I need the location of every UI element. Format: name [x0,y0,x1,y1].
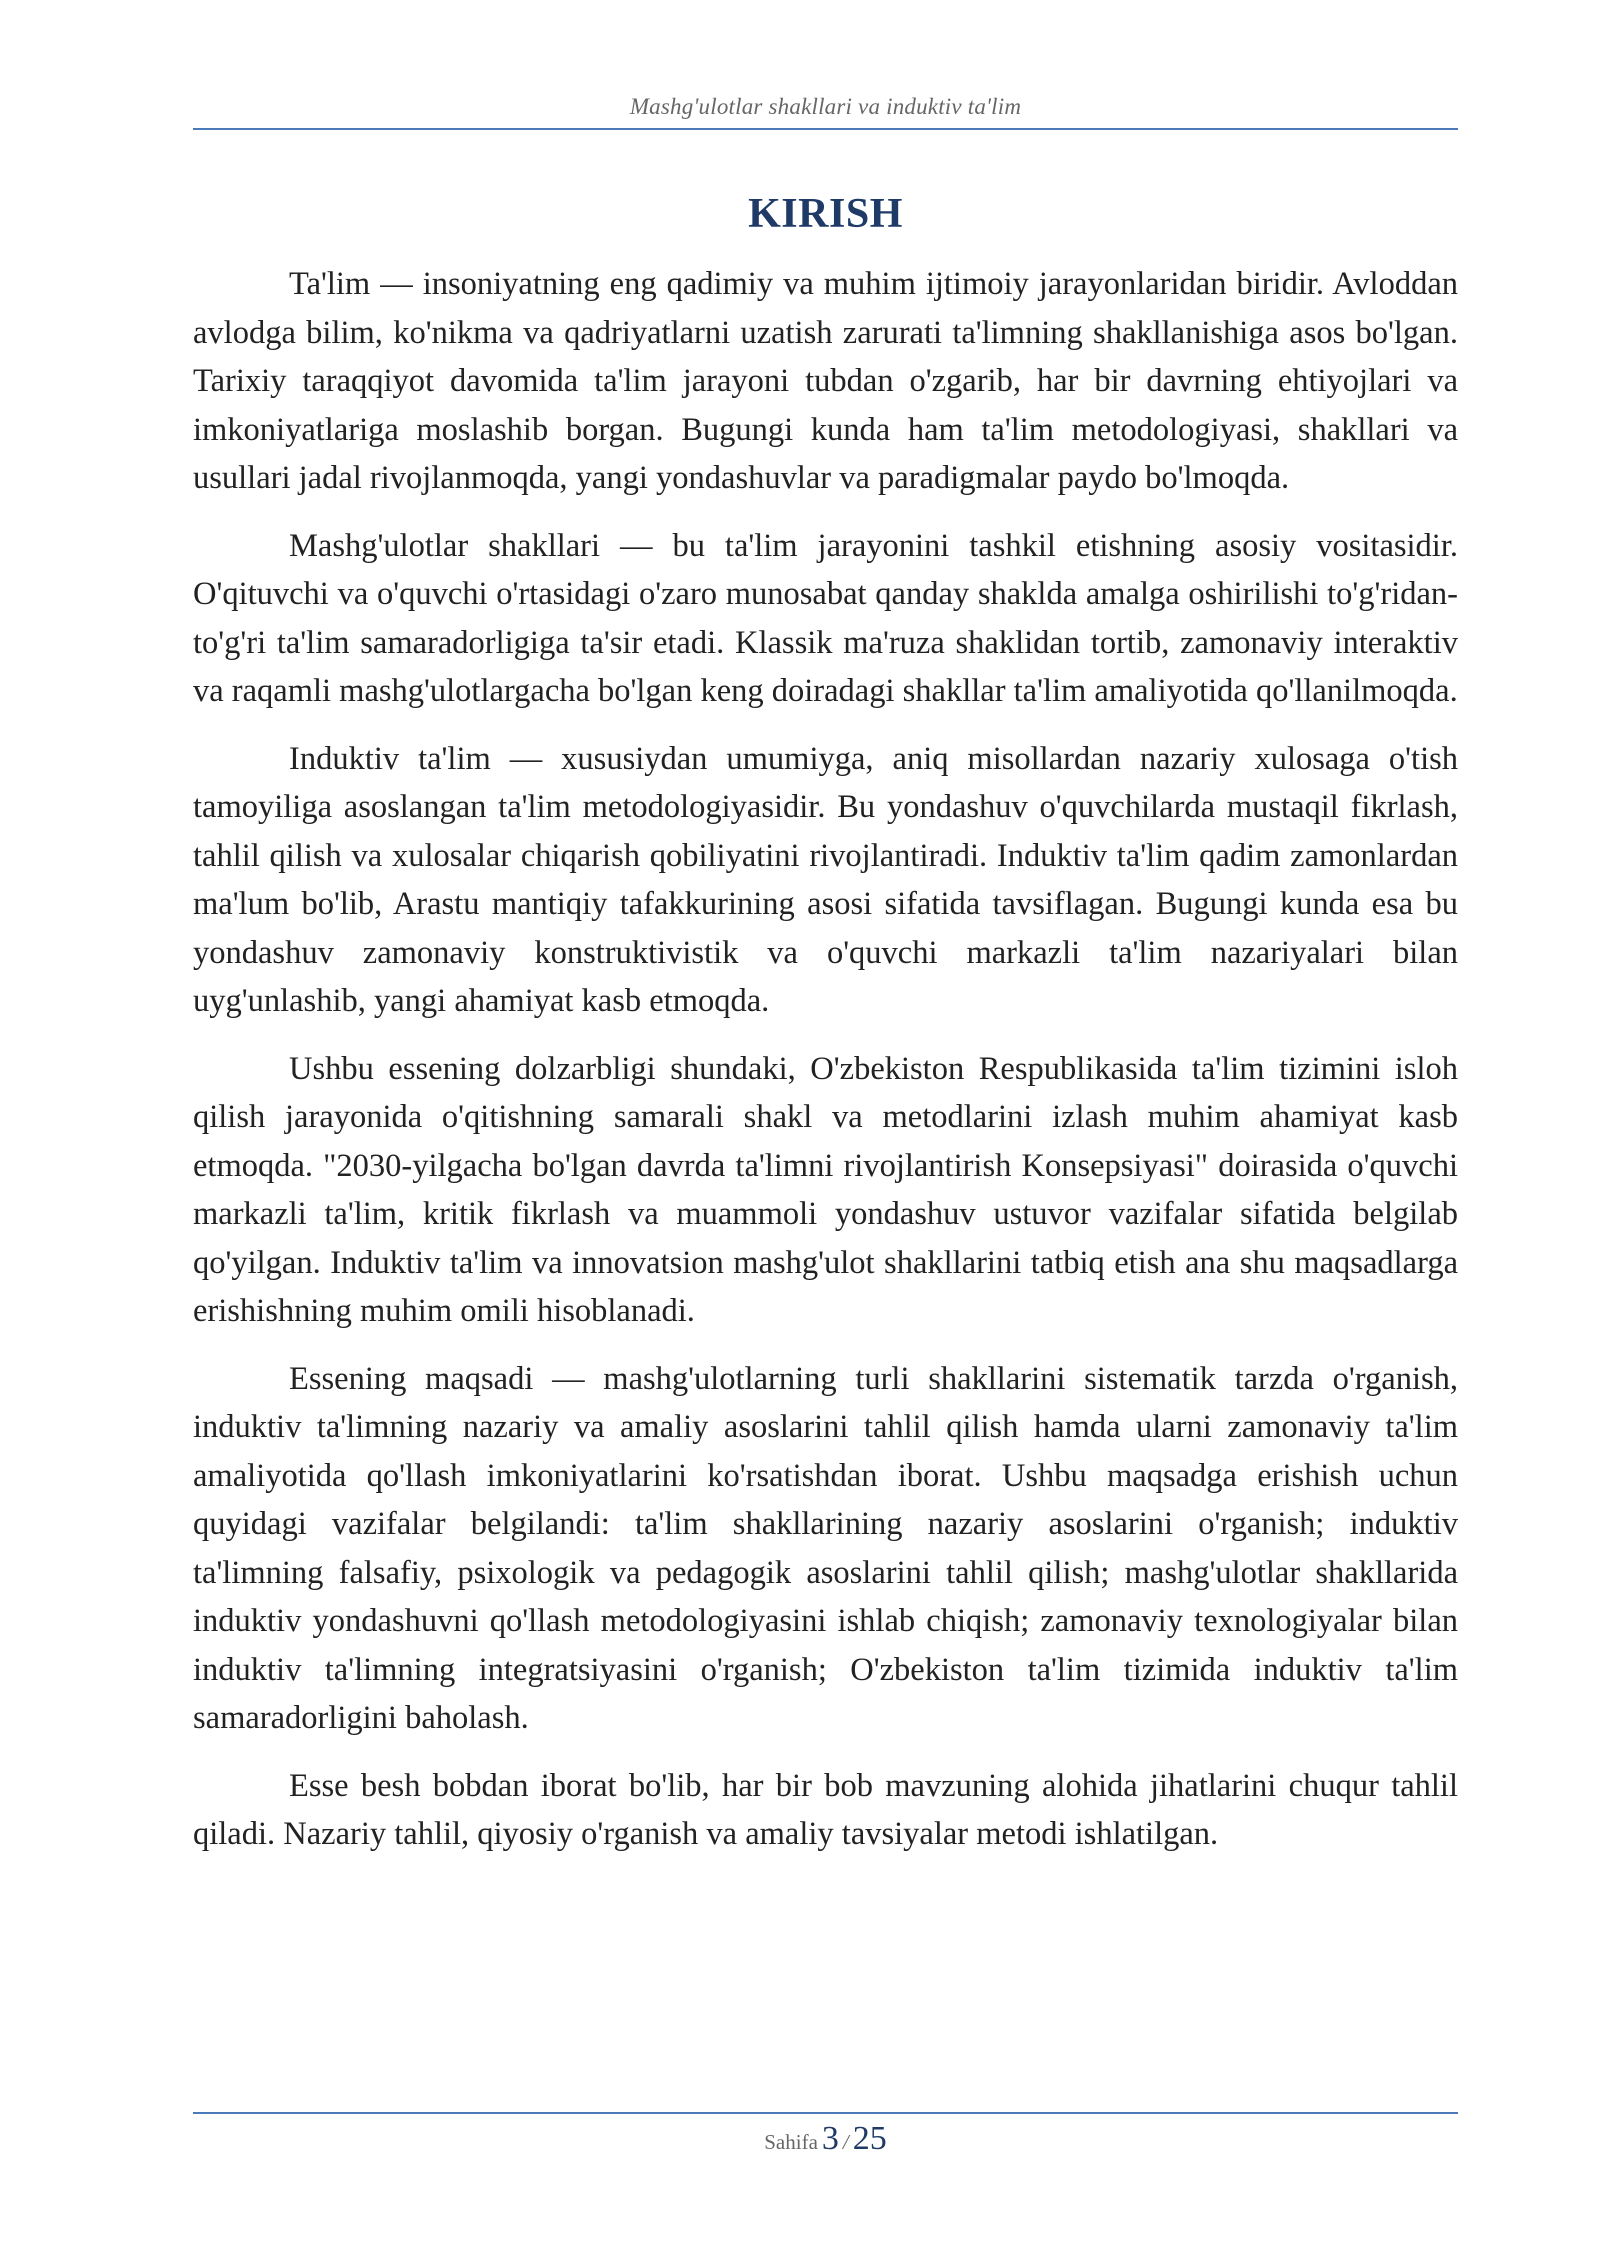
paragraph-aim: Essening maqsadi — mashg'ulotlarning turli shakllarini sistematik tarzda o'rganish, induktiv ta'limning nazariy va amaliy asoslarini tahlil qilish hamda ularni zamonaviy ta'lim amaliyotida qo'llash imkoniyatlarini ko'rsatishdan iborat. Ushbu maqsadga erishish uchun quyidagi vazifalar belgilandi: ta'lim shakllarining nazariy asoslarini o'rganish; induktiv ta'limning falsafiy, psixologik va pedagogik asoslarini tahlil qilish; mashg'ulotlar shakllarida induktiv yondashuvni qo'llash metodologiyasini ishlab chiqish; zamonaviy texnologiyalar bilan induktiv ta'limning integratsiyasini o'rganish; O'zbekiston ta'lim tizimida induktiv ta'lim samaradorligini baholash. [193,1360,1458,1736]
page-footer [193,2120,1458,2158]
section-title: KIRISH [748,191,903,237]
running-header: Mashg'ulotlar shakllari va induktiv ta'lim [629,94,1022,119]
page-separator: / [842,2130,849,2154]
total-pages-number: 25 [852,2120,887,2157]
paragraph-intro: Ta'lim — insoniyatning eng qadimiy va muhim ijtimoiy jarayonlaridan biridir. Avloddan avlodga bilim, ko'nikma va qadriyatlarni uzatish zarurati ta'limning shakllanishiga asos bo'lgan. Tarixiy taraqqiyot davomida ta'lim jarayoni tubdan o'zgarib, har bir davrning ehtiyojlari va imkoniyatlariga moslashib borgan. Bugungi kunda ham ta'lim metodologiyasi, shakllari va usullari jadal rivojlanmoqda, yangi yondashuvlar va paradigmalar paydo bo'lmoqda. [193,266,1458,496]
page-label: Sahifa [764,2130,818,2154]
paragraph-inductive: Induktiv ta'lim — xususiydan umumiyga, aniq misollardan nazariy xulosaga o'tish tamoyiliga asoslangan ta'lim metodologiyasidir. Bu yondashuv o'quvchilarda mustaqil fikrlash, tahlil qilish va xulosalar chiqarish qobiliyatini rivojlantiradi. Induktiv ta'lim qadim zamonlardan ma'lum bo'lib, Arastu mantiqiy tafakkurining asosi sifatida tavsiflagan. Bugungi kunda esa bu yondashuv zamonaviy konstruktivistik va o'quvchi markazli ta'lim nazariyalari bilan uyg'unlashib, yangi ahamiyat kasb etmoqda. [193,740,1458,1019]
paragraph-forms: Mashg'ulotlar shakllari — bu ta'lim jarayonini tashkil etishning asosiy vositasidir. O'qituvchi va o'quvchi o'rtasidagi o'zaro munosabat qanday shaklda amalga oshirilishi to'g'ridan-to'g'ri ta'lim samaradorligiga ta'sir etadi. Klassik ma'ruza shaklidan tortib, zamonaviy interaktiv va raqamli mashg'ulotlargacha bo'lgan keng doiradagi shakllar ta'lim amaliyotida qo'llanilmoqda. [193,527,1458,709]
main-content [193,190,1458,1878]
header-divider [193,128,1458,130]
current-page-number: 3 [821,2120,839,2157]
footer-divider [193,2112,1458,2114]
paragraph-structure: Esse besh bobdan iborat bo'lib, har bir bob mavzuning alohida jihatlarini chuqur tahlil qiladi. Nazariy tahlil, qiyosiy o'rganish va amaliy tavsiyalar metodi ishlatilgan. [193,1767,1458,1852]
paragraph-relevance: Ushbu essening dolzarbligi shundaki, O'zbekiston Respublikasida ta'lim tizimini isloh qilish jarayonida o'qitishning samarali shakl va metodlarini izlash muhim ahamiyat kasb etmoqda. "2030-yilgacha bo'lgan davrda ta'limni rivojlantirish Konsepsiyasi" doirasida o'quvchi markazli ta'lim, kritik fikrlash va muammoli yondashuv ustuvor vazifalar sifatida belgilab qo'yilgan. Induktiv ta'lim va innovatsion mashg'ulot shakllarini tatbiq etish ana shu maqsadlarga erishishning muhim omili hisoblanadi. [193,1050,1458,1329]
